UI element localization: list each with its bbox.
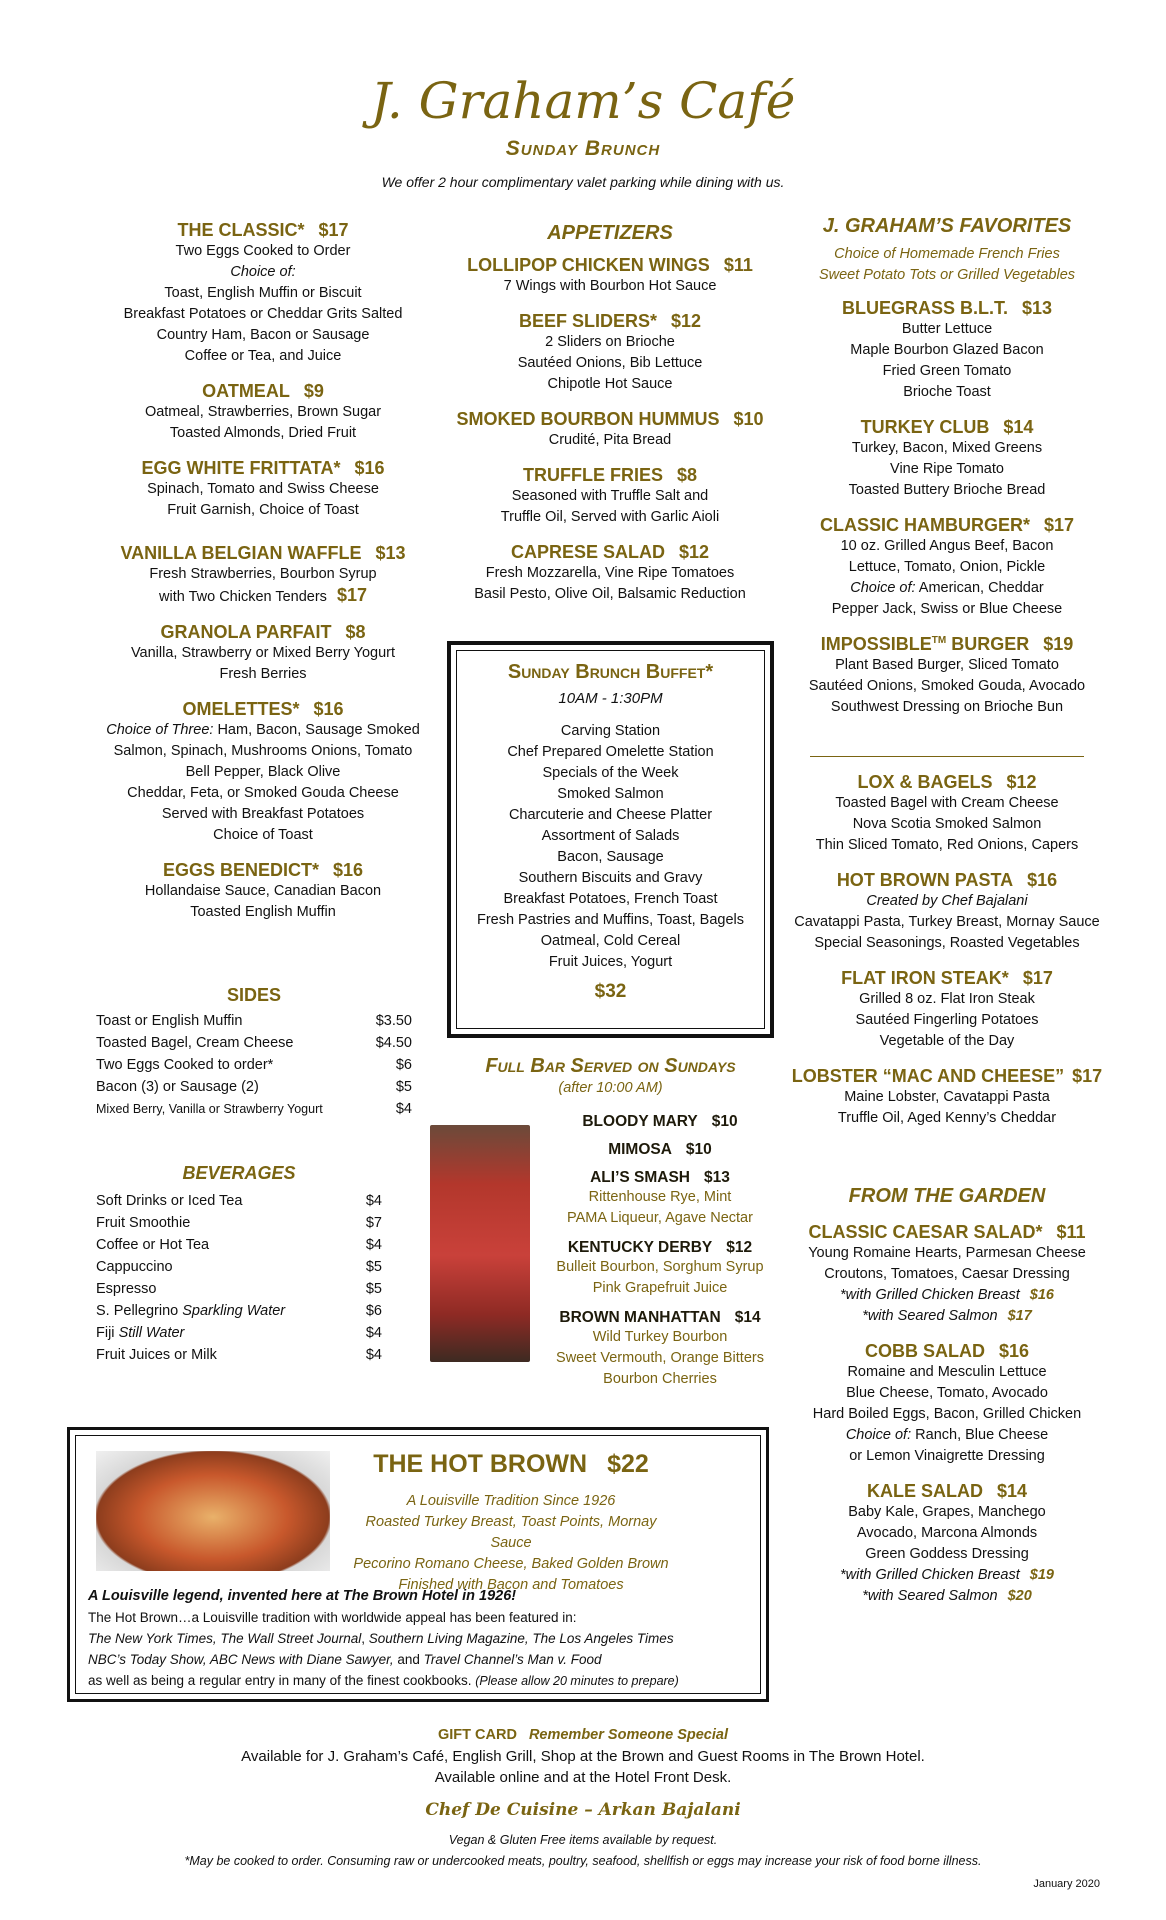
item-name: FLAT IRON STEAK* [841,968,1009,988]
valet-note: We offer 2 hour complimentary valet parking while dining with us. [381,174,785,190]
item-name: BLUEGRASS B.L.T. [841,298,1008,318]
item-desc: Sautéed Fingerling Potatoes [855,1012,1039,1028]
item-price: $9 [303,381,324,401]
item-name: VANILLA BELGIAN WAFFLE [120,543,362,563]
item-desc: Ranch, Blue Cheese [911,1427,1049,1443]
garden-column [790,1185,1104,1621]
item-price: $13 [375,543,406,563]
item-price: $14 [996,1481,1028,1501]
favorites-choice: Sweet Potato Tots or Grilled Vegetables [818,267,1076,283]
buffet-heading: Sunday Brunch Buffet* [507,661,714,683]
buffet-price: $32 [594,981,627,1002]
favorites-column [790,215,1104,732]
side-name: Mixed Berry, Vanilla or Strawberry Yogurt [96,1102,323,1116]
side-name: Toast or English Muffin [96,1013,243,1029]
gift-card-info: Available online and at the Hotel Front Desk. [434,1769,732,1786]
item-desc: Croutons, Tomatoes, Caesar Dressing [824,1266,1070,1282]
item-price: $12 [670,311,702,331]
table-row [96,1076,412,1098]
item-name: OMELETTES* [182,699,300,719]
list-item: Chef Prepared Omelette Station [507,744,714,760]
menu-item-kale [790,1481,1104,1607]
item-desc: with Two Chicken Tenders [159,589,327,605]
item-desc: Pink Grapefruit Juice [592,1280,728,1296]
buffet-box [447,641,774,1038]
menu-item-turkey-club [790,417,1104,501]
item-addon: *with Seared Salmon [862,1588,998,1604]
table-row [96,1256,382,1278]
item-desc: Basil Pesto, Olive Oil, Balsamic Reduction [474,586,746,602]
menu-item-flat-iron-steak [790,968,1104,1052]
item-price: $17 [1043,515,1075,535]
list-item: Carving Station [560,723,661,739]
item-desc: Fresh Strawberries, Bourbon Syrup [149,566,377,582]
hot-brown-desc: Roasted Turkey Breast, Toast Points, Mornay Sauce [365,1514,657,1551]
item-desc: Choice of: [230,264,296,280]
table-row [96,1190,382,1212]
beverage-name: Cappuccino [96,1259,173,1275]
side-name: Two Eggs Cooked to order* [96,1057,274,1073]
item-price: $12 [1006,772,1037,792]
hot-brown-story: and [393,1652,424,1667]
menu-item-alis-smash [540,1169,780,1229]
hot-brown-desc: A Louisville Tradition Since 1926 [406,1493,616,1509]
item-price: $11 [1056,1222,1086,1242]
hot-brown-desc: Pecorino Romano Cheese, Baked Golden Brown [353,1556,669,1572]
item-price: $14 [734,1309,761,1326]
menu-item-mimosa [540,1141,780,1159]
list-item: Bacon, Sausage [557,849,664,865]
item-desc: Maple Bourbon Glazed Bacon [850,342,1044,358]
gift-card-label: GIFT CARD [438,1727,517,1743]
list-item: Assortment of Salads [541,828,680,844]
item-desc: Butter Lettuce [901,321,993,337]
item-desc: Ham, Bacon, Sausage Smoked [213,722,420,738]
item-desc: Toasted Bagel with Cream Cheese [835,795,1059,811]
hot-brown-story: (Please allow 20 minutes to prepare) [475,1674,679,1688]
item-desc: 7 Wings with Bourbon Hot Sauce [503,278,717,294]
menu-item-hot-brown-pasta [790,870,1104,954]
item-name: CAPRESE SALAD [510,542,665,562]
beverages-section [96,1163,382,1366]
beverage-price: $5 [365,1259,382,1275]
appetizers-column [440,222,780,619]
list-item: Fresh Pastries and Muffins, Toast, Bagels [476,912,745,928]
footer [0,1725,1166,1872]
beverage-price: $7 [365,1215,382,1231]
beverage-price: $4 [365,1325,382,1341]
item-desc: Cheddar, Feta, or Smoked Gouda Cheese [127,785,399,801]
item-desc: Bourbon Cherries [603,1371,717,1387]
table-row [96,1010,412,1032]
item-name: BLOODY MARY [582,1113,698,1130]
item-desc: Oatmeal, Strawberries, Brown Sugar [144,404,382,420]
item-name: OATMEAL [202,381,290,401]
item-name: SMOKED BOURBON HUMMUS [456,409,720,429]
item-name: HOT BROWN PASTA [836,870,1014,890]
table-row [96,1032,412,1054]
hot-brown-story: The Hot Brown…a Louisville tradition with worldwide appeal has been featured in: [88,1610,577,1625]
item-name: EGGS BENEDICT* [162,860,319,880]
menu-item-cobb [790,1341,1104,1467]
side-price: $4 [395,1101,412,1117]
item-price: $8 [345,622,366,642]
bloody-mary-photo [430,1125,530,1362]
item-name: BROWN MANHATTAN [559,1309,721,1326]
hot-brown-story: Travel Channel’s Man v. Food [423,1652,602,1667]
menu-item-bloody-mary [540,1113,780,1131]
item-name: THE CLASSIC* [177,220,305,240]
item-desc: Breakfast Potatoes or Cheddar Grits Salted [123,306,403,322]
item-name: BEEF SLIDERS* [518,311,657,331]
item-desc: Hollandaise Sauce, Canadian Bacon [144,883,382,899]
item-desc: Choice of: [845,1427,912,1443]
item-desc: PAMA Liqueur, Agave Nectar [567,1210,753,1226]
item-price: $10 [711,1113,738,1130]
menu-item-frittata [88,458,438,521]
menu-item-classic [88,220,438,367]
item-desc: Two Eggs Cooked to Order [175,243,351,259]
item-desc: Coffee or Tea, and Juice [184,348,342,364]
menu-item-brown-manhattan [540,1309,780,1390]
hot-brown-photo [96,1451,330,1571]
sides-heading: SIDES [226,985,282,1005]
item-desc: Fresh Berries [219,666,307,682]
vegan-note: Vegan & Gluten Free items available by request. [448,1833,718,1847]
item-desc: Sautéed Onions, Bib Lettuce [517,355,703,371]
sides-section [96,985,412,1120]
beverage-name: Fruit Smoothie [96,1215,191,1231]
item-name: IMPOSSIBLE [820,634,932,654]
item-desc: Country Ham, Bacon or Sausage [156,327,370,343]
item-name: MIMOSA [608,1141,672,1158]
item-addon: *with Seared Salmon [862,1308,998,1324]
item-desc: Salmon, Spinach, Mushrooms Onions, Tomato [113,743,413,759]
item-desc: Fruit Garnish, Choice of Toast [167,502,359,518]
item-name: LOLLIPOP CHICKEN WINGS [467,255,710,275]
menu-item-impossible-burger [790,634,1104,718]
item-desc: Grilled 8 oz. Flat Iron Steak [859,991,1035,1007]
hot-brown-story: , [361,1631,369,1646]
item-price: $12 [678,542,710,562]
item-desc: Romaine and Mesculin Lettuce [847,1364,1047,1380]
item-desc: Truffle Oil, Served with Garlic Aioli [500,509,720,525]
item-desc: Created by Chef Bajalani [866,893,1028,909]
beverage-name: Coffee or Hot Tea [96,1237,210,1253]
list-item: Oatmeal, Cold Cereal [540,933,681,949]
item-price: $11 [723,255,753,275]
page-title: J. Graham’s Café [370,72,796,130]
hot-brown-story: Southern Living Magazine, The Los Angeles Times [368,1631,674,1646]
table-row [96,1054,412,1076]
item-name: ALI’S SMASH [590,1169,691,1186]
item-price: $13 [1021,298,1053,318]
item-desc: American, Cheddar [915,580,1044,596]
item-desc: Wild Turkey Bourbon [592,1329,728,1345]
item-desc: Avocado, Marcona Almonds [856,1525,1038,1541]
item-desc: Choice of Toast [213,827,313,843]
addon-price: $17 [1007,1308,1032,1324]
beverages-heading: BEVERAGES [182,1163,296,1183]
gift-card-info: Available for J. Graham’s Café, English Grill, Shop at the Brown and Guest Rooms in The Brown Hotel. [241,1748,925,1765]
table-row [96,1322,382,1344]
item-desc: Green Goddess Dressing [865,1546,1029,1562]
hot-brown-story: NBC’s Today Show, ABC News with Diane Sawyer, [88,1652,394,1667]
item-desc: Rittenhouse Rye, Mint [588,1189,732,1205]
item-name: EGG WHITE FRITTATA* [141,458,341,478]
item-price: $19 [1043,634,1074,654]
item-price: $16 [332,860,364,880]
item-desc: Toast, English Muffin or Biscuit [164,285,362,301]
item-desc: Vegetable of the Day [879,1033,1015,1049]
item-desc: Toasted English Muffin [190,904,336,920]
item-desc: Hard Boiled Eggs, Bacon, Grilled Chicken [812,1406,1082,1422]
item-desc: Turkey, Bacon, Mixed Greens [851,440,1043,456]
item-price: $16 [313,699,344,719]
table-row [96,1278,382,1300]
item-desc: Sweet Vermouth, Orange Bitters [556,1350,764,1366]
hot-brown-name: THE HOT BROWN [373,1450,588,1478]
item-price: $8 [676,465,698,485]
item-desc: Toasted Buttery Brioche Bread [848,482,1046,498]
menu-item-hamburger [790,515,1104,620]
beverage-name: Fruit Juices or Milk [96,1347,217,1363]
item-desc: Fried Green Tomato [882,363,1012,379]
beverage-price: $4 [365,1347,382,1363]
item-price: $14 [1003,417,1034,437]
menu-item-oatmeal [88,381,438,444]
beverage-price: $6 [365,1303,382,1319]
item-price: $16 [1027,870,1058,890]
item-desc: Southwest Dressing on Brioche Bun [830,699,1064,715]
item-desc: Chipotle Hot Sauce [547,376,673,392]
list-item: Fruit Juices, Yogurt [548,954,673,970]
breakfast-column [88,220,438,937]
hot-brown-story: as well as being a regular entry in many of the finest cookbooks. [88,1673,476,1688]
item-price: $16 [354,458,385,478]
item-name: CLASSIC CAESAR SALAD* [808,1222,1043,1242]
item-desc: Blue Cheese, Tomato, Avocado [846,1385,1048,1401]
item-desc: Served with Breakfast Potatoes [161,806,365,822]
item-price: $17 [1022,968,1053,988]
divider [810,756,1084,757]
menu-item-sliders [440,311,780,395]
page-subtitle: Sunday Brunch [505,137,661,160]
menu-item-caprese [440,542,780,605]
item-desc: Choice of: [850,580,916,596]
item-desc: Vine Ripe Tomato [890,461,1004,477]
item-desc: Baby Kale, Grapes, Manchego [848,1504,1046,1520]
hot-brown-price: $22 [607,1450,649,1478]
item-price: $13 [704,1169,730,1186]
list-item: Charcuterie and Cheese Platter [508,807,713,823]
bar-heading: Full Bar Served on Sundays [485,1055,736,1077]
favorites-column-lower [790,772,1104,1143]
item-name: GRANOLA PARFAIT [160,622,332,642]
addon-price: $20 [1007,1588,1032,1604]
item-desc: Crudité, Pita Bread [548,432,672,448]
item-desc: Bulleit Bourbon, Sorghum Syrup [556,1259,764,1275]
hot-brown-box [67,1427,769,1702]
item-desc: Pepper Jack, Swiss or Blue Cheese [831,601,1063,617]
item-price: $17 [318,220,349,240]
item-name: BURGER [946,634,1030,654]
table-row [96,1098,412,1120]
item-desc: Vanilla, Strawberry or Mixed Berry Yogurt [130,645,396,661]
beverage-name: Espresso [96,1281,157,1297]
item-desc: 10 oz. Grilled Angus Beef, Bacon [840,538,1054,554]
item-desc: Seasoned with Truffle Salt and [511,488,709,504]
item-desc: Choice of Three: [106,722,214,738]
menu-item-caesar [790,1222,1104,1327]
menu-item-omelettes [88,699,438,846]
item-name: TRUFFLE FRIES [522,465,663,485]
addon-price: $19 [1029,1567,1054,1583]
table-row [96,1300,382,1322]
buffet-hours: 10AM - 1:30PM [558,690,663,707]
menu-item-waffle [88,543,438,608]
item-desc: Maine Lobster, Cavatappi Pasta [844,1089,1050,1105]
item-name: CLASSIC HAMBURGER* [819,515,1030,535]
list-item: Breakfast Potatoes, French Toast [503,891,718,907]
favorites-heading: J. GRAHAM’S FAVORITES [822,215,1072,237]
item-desc: Young Romaine Hearts, Parmesan Cheese [808,1245,1086,1261]
side-price: $4.50 [375,1035,412,1051]
item-addon: *with Grilled Chicken Breast [840,1567,1020,1583]
menu-item-benedict [88,860,438,923]
table-row [96,1344,382,1366]
bar-note: (after 10:00 AM) [558,1080,663,1096]
list-item: Smoked Salmon [557,786,664,802]
hot-brown-desc: Finished with Bacon and Tomatoes [398,1577,624,1593]
menu-item-lox [790,772,1104,856]
item-desc: Fresh Mozzarella, Vine Ripe Tomatoes [485,565,735,581]
item-name: KALE SALAD [866,1481,983,1501]
item-desc: Spinach, Tomato and Swiss Cheese [147,481,379,497]
menu-item-fries [440,465,780,528]
beverage-price: $5 [365,1281,382,1297]
beverage-name: Fiji [96,1325,119,1341]
item-desc: Bell Pepper, Black Olive [185,764,341,780]
bar-header [447,1055,774,1099]
cocktails-list [540,1113,780,1390]
menu-item-lobster-mac [790,1066,1104,1129]
side-price: $6 [395,1057,412,1073]
beverage-price: $4 [365,1193,382,1209]
item-name: KENTUCKY DERBY [567,1239,713,1256]
menu-date: January 2020 [1033,1878,1100,1890]
hot-brown-legend: A Louisville legend, invented here at The Brown Hotel in 1926! [88,1588,517,1604]
item-desc: 2 Sliders on Brioche [545,334,675,350]
item-desc: Toasted Almonds, Dried Fruit [169,425,357,441]
menu-item-hummus [440,409,780,451]
menu-item-wings [440,255,780,297]
item-desc: or Lemon Vinaigrette Dressing [849,1448,1045,1464]
gift-card-tagline: Remember Someone Special [528,1727,728,1743]
item-desc: Lettuce, Tomato, Onion, Pickle [848,559,1046,575]
item-price: $12 [726,1239,753,1256]
hot-brown-story: The New York Times, The Wall Street Journal [88,1631,362,1646]
item-price: $16 [998,1341,1030,1361]
menu-item-kentucky-derby [540,1239,780,1299]
item-desc: Thin Sliced Tomato, Red Onions, Capers [815,837,1079,853]
beverage-name: Soft Drinks or Iced Tea [96,1193,243,1209]
item-price: $10 [733,409,764,429]
table-row [96,1212,382,1234]
beverage-variant: Sparkling Water [182,1303,286,1319]
item-name: COBB SALAD [864,1341,985,1361]
item-desc: Special Seasonings, Roasted Vegetables [814,935,1080,951]
side-name: Toasted Bagel, Cream Cheese [96,1035,294,1051]
item-name: LOX & BAGELS [857,772,993,792]
item-price: $10 [685,1141,712,1158]
item-desc: Truffle Oil, Aged Kenny’s Cheddar [837,1110,1057,1126]
item-desc: Cavatappi Pasta, Turkey Breast, Mornay Sauce [794,914,1100,930]
item-addon: *with Grilled Chicken Breast [840,1287,1020,1303]
side-price: $3.50 [375,1013,412,1029]
beverage-price: $4 [365,1237,382,1253]
addon-price: $16 [1029,1287,1054,1303]
item-desc: Brioche Toast [903,384,991,400]
favorites-choice: Choice of Homemade French Fries [834,246,1060,262]
item-price: $17 [336,585,367,605]
side-price: $5 [395,1079,412,1095]
list-item: Specials of the Week [542,765,679,781]
beverage-name: S. Pellegrino [96,1303,183,1319]
side-name: Bacon (3) or Sausage (2) [96,1079,259,1095]
trademark: TM [931,635,947,646]
item-desc: Nova Scotia Smoked Salmon [852,816,1042,832]
table-row [96,1234,382,1256]
appetizers-heading: APPETIZERS [547,222,673,244]
item-desc: Sautéed Onions, Smoked Gouda, Avocado [808,678,1086,694]
item-name: TURKEY CLUB [860,417,990,437]
beverage-variant: Still Water [118,1325,185,1341]
chef-credit: Chef De Cuisine – Arkan Bajalani [425,1800,741,1820]
list-item: Southern Biscuits and Gravy [518,870,703,886]
item-name: LOBSTER “MAC AND CHEESE” [791,1066,1065,1086]
item-price: $17 [1072,1066,1103,1086]
menu-item-parfait [88,622,438,685]
item-desc: Plant Based Burger, Sliced Tomato [835,657,1059,673]
menu-item-blt [790,298,1104,403]
disclaimer: *May be cooked to order. Consuming raw or undercooked meats, poultry, seafood, shellfish or eggs may increase your risk of food borne illness. [184,1854,982,1868]
garden-heading: FROM THE GARDEN [848,1185,1046,1207]
